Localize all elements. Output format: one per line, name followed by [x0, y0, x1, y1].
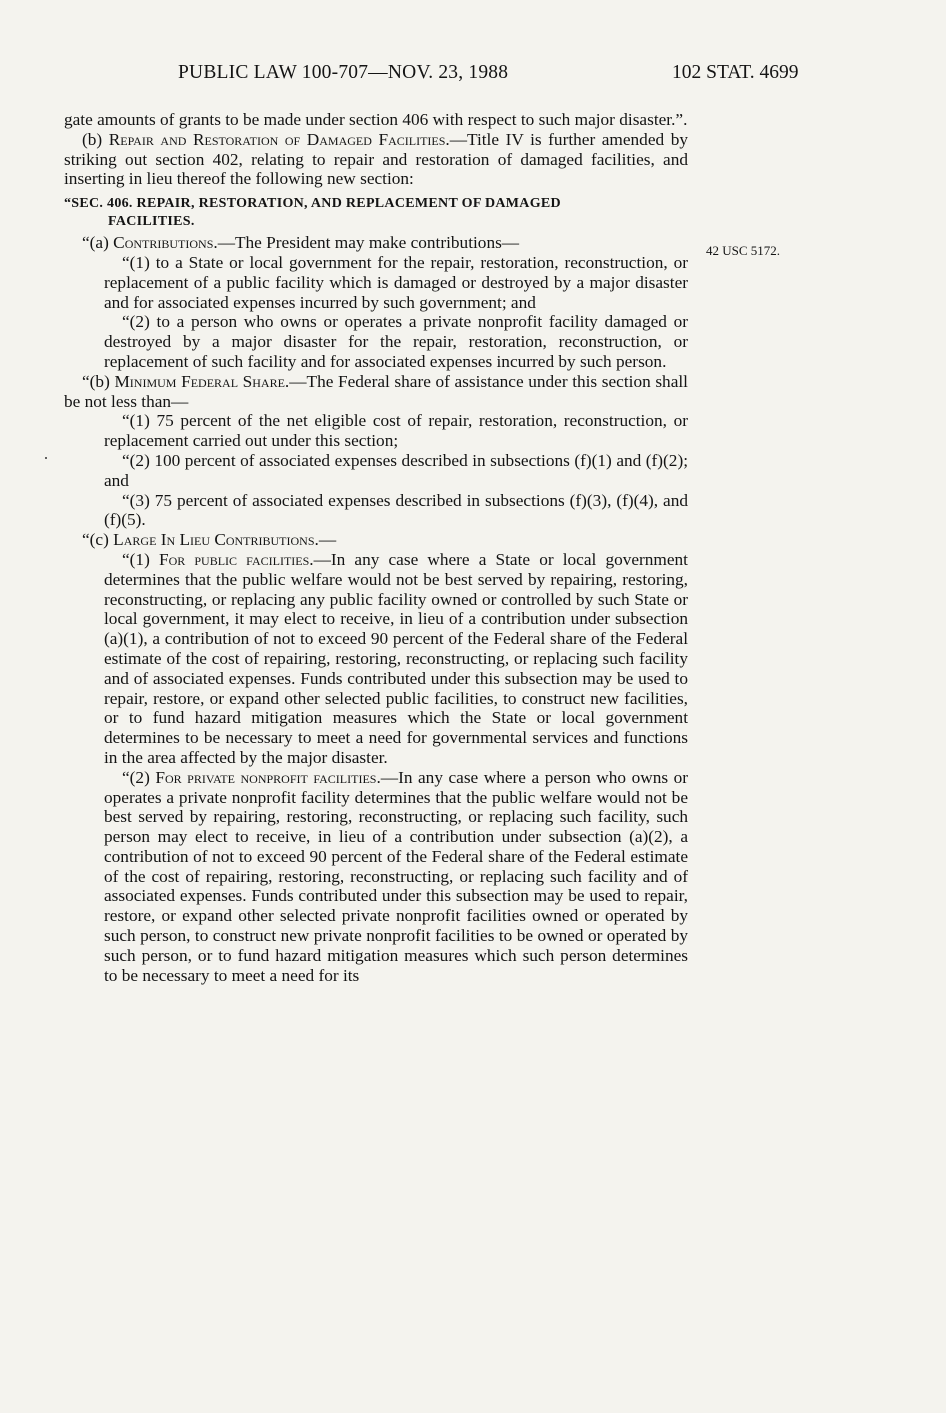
margin-citation: 42 USC 5172.	[706, 243, 781, 258]
paragraph-c1	[64, 550, 688, 768]
subsection-a	[64, 233, 688, 253]
subsection-label: “(b)	[82, 371, 115, 391]
subsection-b-amendment	[64, 130, 688, 189]
running-title: PUBLIC LAW 100-707—NOV. 23, 1988	[178, 62, 509, 83]
paragraph-continuation: gate amounts of grants to be made under section 406 with respect to such major disaster.”.	[64, 110, 688, 129]
paragraph-c2	[64, 768, 688, 986]
subsection-c	[64, 530, 688, 550]
subsection-heading: Contributions.	[113, 233, 218, 253]
paragraph-label: “(2)	[122, 767, 156, 787]
statute-page-number: 102 STAT. 4699	[672, 62, 799, 83]
paragraph-a2: “(2) to a person who owns or operates a private nonprofit facility damaged or destroyed by a major disaster for the repair, restoration, reconstruction, or replacement of such facility and for associated expenses incurred by such person.	[104, 312, 688, 371]
subsection-heading: Large In Lieu Contributions.	[113, 530, 319, 550]
subsection-label: “(c)	[82, 530, 114, 550]
page-header	[0, 62, 946, 88]
paragraph-b2: “(2) 100 percent of associated expenses described in subsections (f)(1) and (f)(2); and	[104, 450, 688, 490]
document-body	[64, 110, 688, 985]
subsection-b-minimum-share	[64, 372, 688, 412]
paragraph-text: —In any case where a State or local government determines that the public welfare would not be best served by repairing, restoring, reconstructing, or replacing any public facility owned or controlled by such State or local government, it may elect to receive, in lieu of a contribution under subsection (a)(1), a contribution of not to exceed 90 percent of the Federal share of the Federal estimate of the cost of repairing, restoring, reconstructing, or replacing such facility and of associated expenses. Funds contributed under this subsection may be used to repair, restore, or expand other selected public facilities, to construct new facilities, or to fund hazard mitigation measures which the State or local government determines to be necessary to meet a need for governmental services and functions in the area affected by the major disaster.	[104, 549, 688, 767]
subsection-label: “(a)	[82, 233, 114, 253]
scan-speck	[45, 457, 47, 459]
subsection-text: —The Federal share of assistance under this section shall be not less than—	[64, 371, 688, 411]
paragraph-label: “(1)	[122, 549, 159, 569]
subsection-text: —The President may make contributions—	[217, 233, 520, 253]
subsection-label: (b)	[82, 129, 109, 149]
subsection-heading: Repair and Restoration of Damaged Facilities.	[108, 129, 450, 149]
section-heading-line-1: “SEC. 406. REPAIR, RESTORATION, AND REPLACEMENT OF DAMAGED	[64, 196, 561, 212]
paragraph-a1: “(1) to a State or local government for the repair, restoration, reconstruction, or replacement of a public facility which is damaged or destroyed by a major disaster and for associated expenses incurred by such government; and	[104, 252, 688, 312]
section-heading	[64, 195, 688, 231]
paragraph-heading: For private nonprofit facilities.	[155, 767, 381, 787]
paragraph-heading: For public facilities.	[158, 549, 314, 569]
paragraph-text: —In any case where a person who owns or operates a private nonprofit facility determines that the public welfare would not be best served by repairing, restoring, reconstructing, or replacing such facility, such person may elect to receive, in lieu of a contribution under subsection (a)(2), a contribution of not to exceed 90 percent of the Federal share of the Federal estimate of the cost of repairing, restoring, reconstructing, or replacing such facility and of associated expenses. Funds contributed under this subsection may be used to repair, restore, or expand other selected private nonprofit facilities owned or operated by such person, to construct new private nonprofit facilities to be owned or operated by such person, or to fund hazard mitigation measures which such person determines to be necessary to meet a need for its	[104, 767, 688, 985]
section-heading-line-2: FACILITIES.	[108, 214, 195, 230]
subsection-heading: Minimum Federal Share.	[114, 371, 290, 391]
subsection-text: —Title IV is further amended by striking out section 402, relating to repair and restoration of damaged facilities, and inserting in lieu thereof the following new section:	[64, 129, 688, 189]
paragraph-b1: “(1) 75 percent of the net eligible cost of repair, restoration, reconstruction, or replacement carried out under this section;	[104, 411, 688, 451]
subsection-dash: —	[318, 530, 337, 550]
paragraph-b3: “(3) 75 percent of associated expenses described in subsections (f)(3), (f)(4), and (f)(5).	[104, 490, 688, 530]
